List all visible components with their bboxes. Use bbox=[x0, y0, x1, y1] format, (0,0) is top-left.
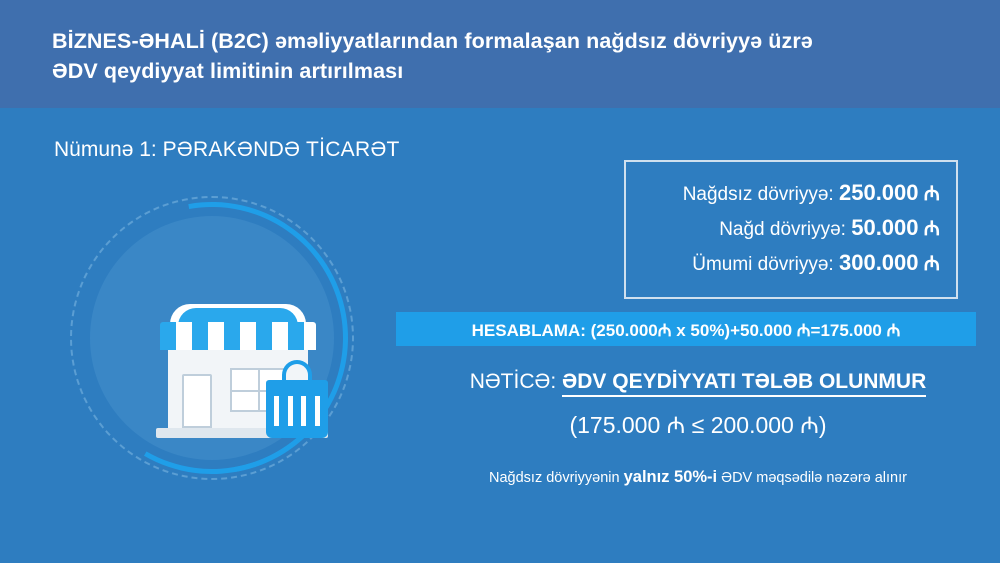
figures-panel bbox=[624, 160, 958, 299]
result-line bbox=[420, 370, 976, 394]
header-title-line-1: BİZNES-ƏHALİ (B2C) əməliyyatlarından formalaşan nağdsız dövriyyə üzrə bbox=[52, 29, 813, 53]
calculation-bar bbox=[396, 312, 976, 346]
figure-value: 300.000 bbox=[838, 250, 919, 275]
shopping-basket-icon bbox=[266, 380, 328, 438]
retail-shop-illustration bbox=[60, 188, 380, 488]
example-subtitle-value: PƏRAKƏNDƏ TİCARƏT bbox=[162, 138, 400, 161]
result-value: ƏDV QEYDİYYATI TƏLƏB OLUNMUR bbox=[562, 370, 926, 397]
figure-row bbox=[642, 246, 940, 281]
example-subtitle bbox=[54, 136, 400, 164]
circle-background bbox=[90, 216, 334, 460]
figure-value: 50.000 bbox=[851, 215, 919, 240]
figure-row bbox=[642, 176, 940, 211]
figure-value: 250.000 bbox=[838, 180, 919, 205]
shop-icon bbox=[156, 298, 328, 438]
result-block bbox=[420, 370, 976, 440]
manat-icon: ₼ bbox=[923, 183, 940, 205]
calculation-label: HESABLAMA: bbox=[471, 320, 586, 340]
figure-label: Nağdsız dövriyyə: bbox=[682, 184, 834, 205]
example-subtitle-prefix: Nümunə 1: bbox=[54, 138, 163, 161]
figure-row bbox=[642, 211, 940, 246]
header-band bbox=[0, 0, 1000, 108]
result-comparison: (175.000 ₼ ≤ 200.000 ₼) bbox=[569, 412, 827, 438]
awning-stripes bbox=[160, 322, 316, 350]
basket-lines-decor bbox=[274, 396, 320, 426]
footnote-part-1: Nağdsız dövriyyənin bbox=[489, 470, 624, 486]
figure-label: Nağd dövriyyə: bbox=[719, 219, 846, 240]
calculation-text bbox=[472, 318, 901, 341]
footnote-part-2: ƏDV məqsədilə nəzərə alınır bbox=[717, 470, 907, 486]
header-title-line-2: ƏDV qeydiyyat limitinin artırılması bbox=[52, 59, 404, 83]
figure-label: Ümumi dövriyyə: bbox=[692, 254, 834, 275]
shop-door bbox=[182, 374, 212, 428]
result-label: NƏTİCƏ: bbox=[469, 370, 557, 393]
calculation-expression: (250.000₼ x 50%)+50.000 ₼=175.000 ₼ bbox=[590, 320, 901, 340]
footnote bbox=[420, 468, 976, 487]
footnote-highlight: yalnız 50%-i bbox=[623, 468, 718, 486]
header-title bbox=[52, 26, 952, 86]
manat-icon: ₼ bbox=[923, 253, 940, 275]
manat-icon: ₼ bbox=[923, 218, 940, 240]
